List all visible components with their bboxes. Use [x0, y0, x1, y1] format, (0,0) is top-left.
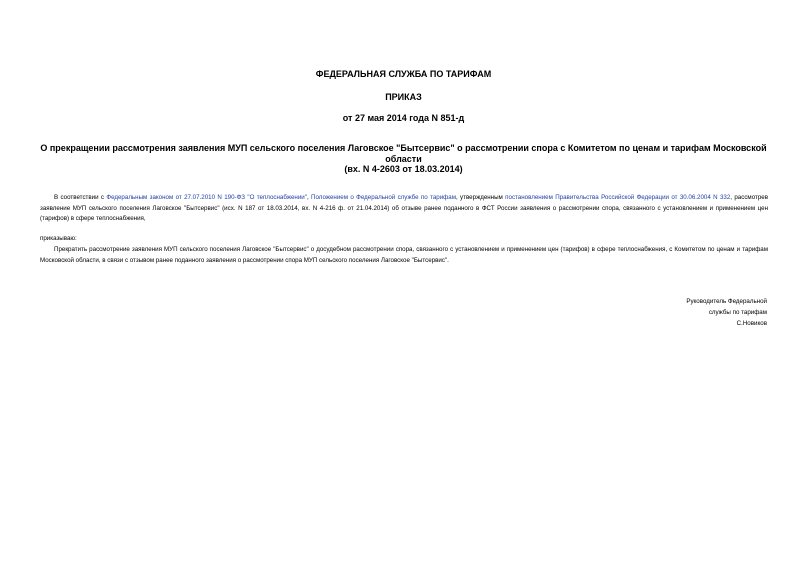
document-title — [40, 143, 767, 175]
signatory-name: С.Новиков — [736, 320, 767, 327]
fst-regulation-link[interactable]: Положением о Федеральной службе по тарифам — [311, 194, 456, 201]
title-reference: (вх. N 4-2603 от 18.03.2014) — [344, 164, 463, 174]
paragraph-order: приказываю: — [40, 235, 77, 242]
paragraph-preamble — [40, 193, 768, 225]
signature-block — [686, 296, 767, 329]
government-decree-link[interactable]: постановлением Правительства Российской Федерации от 30.06.2004 N 332 — [505, 194, 731, 201]
law-190-fz-link[interactable]: Федеральным законом от 27.07.2010 N 190-ФЗ "О теплоснабжении" — [106, 194, 307, 201]
preamble-start: В соответствии с — [54, 194, 107, 201]
preamble-end: , рассмотрев заявление МУП сельского поселения Лаговское "Бытсервис" (исх. N 187 от 18.03.2014, вх. N 4-216 ф. от 21.04.2014) об отзыве ранее поданного в ФСТ России заявления о рассмотрении спора, связанного с установлением и применением цен (тарифов) в сфере теплоснабжения, — [40, 194, 768, 222]
signature-position-continued: службы по тарифам — [708, 309, 767, 316]
document-date: от 27 мая 2014 года N 851-д — [342, 113, 465, 123]
preamble-middle: , утвержденным — [455, 194, 506, 201]
document-type: ПРИКАЗ — [385, 92, 422, 102]
preamble-separator: , — [306, 194, 312, 201]
signature-position: Руководитель Федеральной — [686, 298, 767, 305]
paragraph-decision: Прекратить рассмотрение заявления МУП сельского поселения Лаговское "Бытсервис" о досудебном рассмотрении спора, связанного с установлением и применением цен (тарифов) в сфере теплоснабжения, с Комитетом по ценам и тарифам Московской области, в связи с отзывом ранее поданного заявления о рассмотрении спора МУП сельского поселения Лаговское "Бытсервис". — [40, 246, 768, 264]
agency-name: ФЕДЕРАЛЬНАЯ СЛУЖБА ПО ТАРИФАМ — [315, 69, 492, 79]
title-main: О прекращении рассмотрения заявления МУП сельского поселения Лаговское "Бытсервис" о рассмотрении спора с Комитетом по ценам и тарифам Московской области — [40, 143, 767, 164]
